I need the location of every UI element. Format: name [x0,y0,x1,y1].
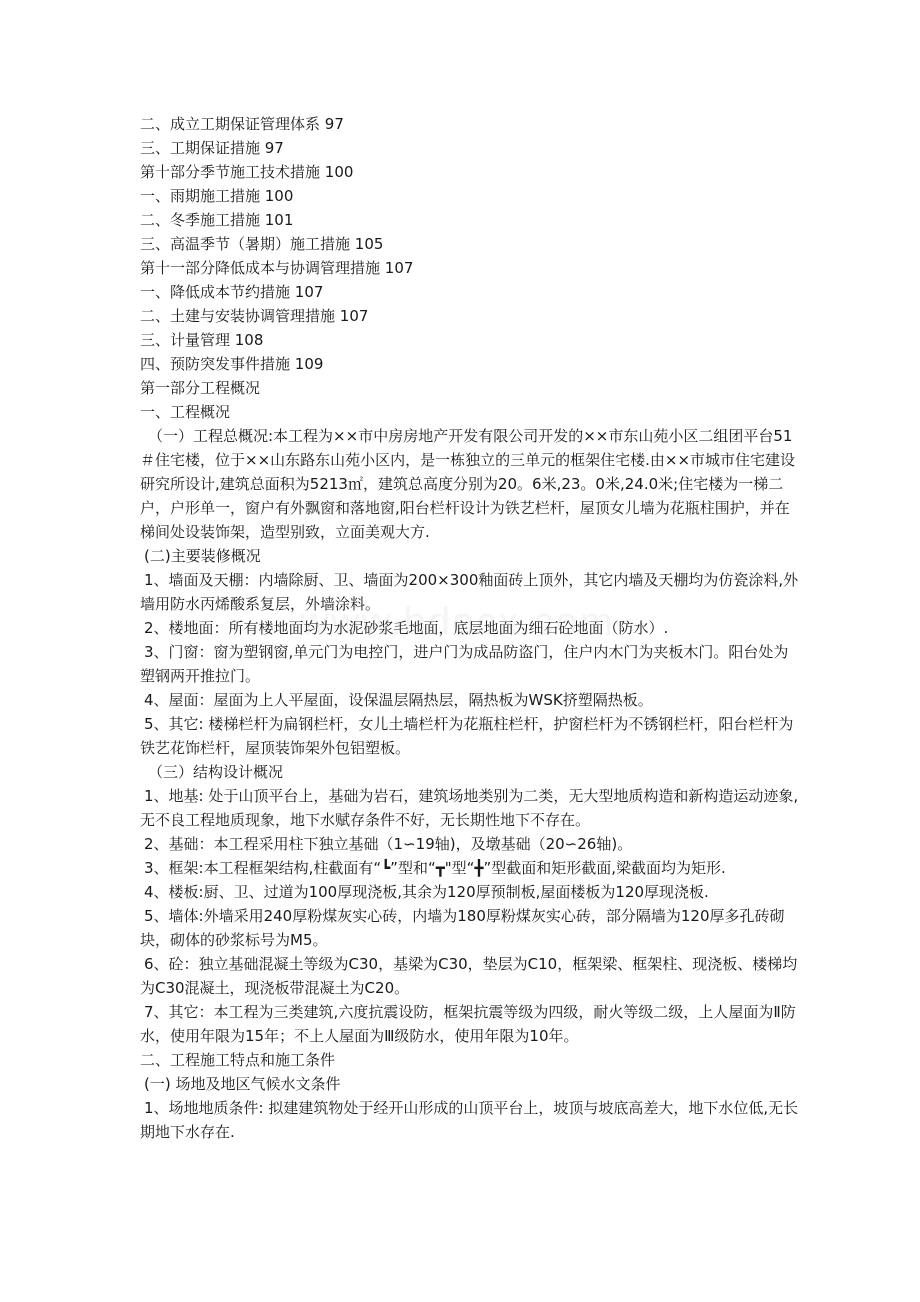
document-body [140,112,800,1144]
toc-entry: 二、冬季施工措施 101 [140,211,294,229]
paragraph: 1、墙面及天棚：内墙除厨、卫、墙面为200×300釉面砖上顶外，其它内墙及天棚均为仿瓷涂料,外墙用防水丙烯酸系复层，外墙涂料。 [140,571,799,613]
paragraph: 7、其它：本工程为三类建筑,六度抗震设防，框架抗震等级为四级，耐火等级二级，上人屋面为Ⅱ防水，使用年限为15年；不上人屋面为Ⅲ级防水，使用年限为10年。 [140,1003,796,1045]
paragraph: 4、屋面：屋面为上人平屋面，设保温层隔热层，隔热板为WSK挤塑隔热板。 [144,691,653,709]
toc-entry: 第十一部分降低成本与协调管理措施 107 [140,259,414,277]
section-heading: 一、工程概况 [140,403,231,421]
paragraph: （一）工程总概况:本工程为××市中房房地产开发有限公司开发的××市东山苑小区二组团平台51＃住宅楼，位于××山东路东山苑小区内，是一栋独立的三单元的框架住宅楼.由××市城市住宅建设研究所设计,建筑总面积为5213㎡，建筑总高度分别为20。6米,23。0米,24.0米;住宅楼为一梯二户，户形单一，窗户有外飘窗和落地窗,阳台栏杆设计为铁艺栏杆，屋顶女儿墙为花瓶柱围护，并在梯间处设装饰架，造型别致，立面美观大方. [140,427,796,541]
toc-entry: 二、成立工期保证管理体系 97 [140,115,344,133]
subsection-heading: （三）结构设计概况 [148,763,284,781]
paragraph: 2、基础：本工程采用柱下独立基础（1∽19轴)，及墩基础（20∽26轴)。 [144,835,633,853]
toc-entry: 三、高温季节（暑期）施工措施 105 [140,235,384,253]
paragraph: 1、地基: 处于山顶平台上，基础为岩石，建筑场地类别为二类，无大型地质构造和新构造运动迹象,无不良工程地质现象，地下水赋存条件不好，无长期性地下不存在。 [140,787,799,829]
paragraph: 4、楼板:厨、卫、过道为100厚现浇板,其余为120厚预制板,屋面楼板为120厚现浇板. [144,883,709,901]
paragraph: 6、砼：独立基础混凝土等级为C30，基梁为C30，垫层为C10，框架梁、框架柱、现浇板、楼梯均为C30混凝土，现浇板带混凝土为C20。 [140,955,798,997]
toc-entry: 二、土建与安装协调管理措施 107 [140,307,369,325]
subsection-heading: (一) 场地及地区气候水文条件 [144,1075,341,1093]
section-heading: 第一部分工程概况 [140,379,261,397]
paragraph: 2、楼地面：所有楼地面均为水泥砂浆毛地面，底层地面为细石砼地面（防水）. [144,619,669,637]
toc-entry: 一、雨期施工措施 100 [140,187,294,205]
toc-entry: 四、预防突发事件措施 109 [140,355,324,373]
paragraph: 5、其它: 楼梯栏杆为扁钢栏杆，女儿土墙栏杆为花瓶柱栏杆，护窗栏杆为不锈钢栏杆，阳台栏杆为铁艺花饰栏杆，屋顶装饰架外包铝塑板。 [140,715,794,757]
subsection-heading: (二)主要装修概况 [144,547,261,565]
paragraph: 1、场地地质条件: 拟建建筑物处于经开山形成的山顶平台上，坡顶与坡底高差大，地下水位低,无长期地下水存在. [140,1099,799,1141]
paragraph: 3、门窗：窗为塑钢窗,单元门为电控门，进户门为成品防盗门，住户内木门为夹板木门。阳台处为塑钢两开推拉门。 [140,643,789,685]
paragraph: 5、墙体:外墙采用240厚粉煤灰实心砖，内墙为180厚粉煤灰实心砖，部分隔墙为120厚多孔砖砌块，砌体的砂浆标号为M5。 [140,907,785,949]
toc-entry: 三、工期保证措施 97 [140,139,284,157]
toc-entry: 第十部分季节施工技术措施 100 [140,163,354,181]
toc-entry: 一、降低成本节约措施 107 [140,283,324,301]
section-heading: 二、工程施工特点和施工条件 [140,1051,336,1069]
paragraph: 3、框架:本工程框架结构,柱截面有“┗”型和“┳"型“╋”型截面和矩形截面,梁截面均为矩形. [144,859,726,877]
toc-entry: 三、计量管理 108 [140,331,264,349]
